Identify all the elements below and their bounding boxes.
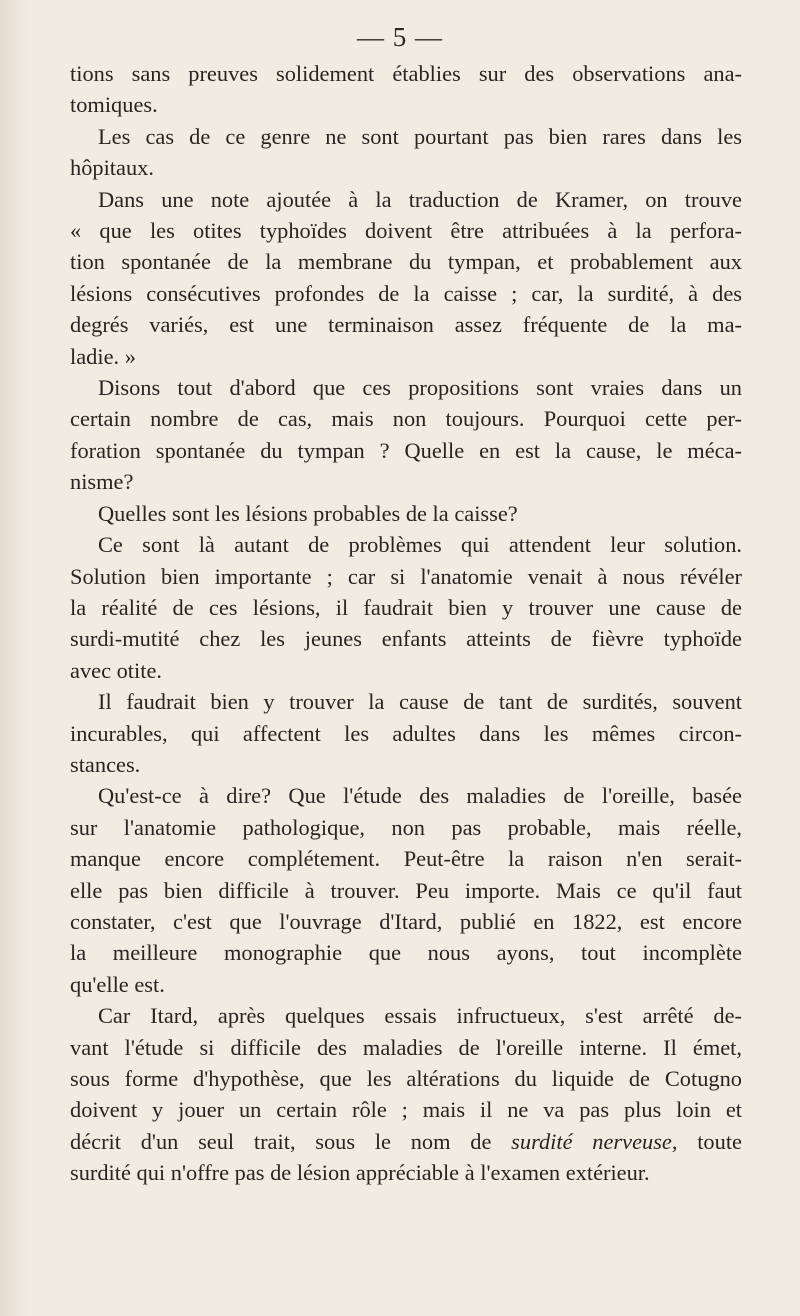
text-line: elle pas bien difficile à trouver. Peu importe. Mais ce qu'il faut <box>70 877 742 903</box>
text-line: Qu'est-ce à dire? Que l'étude des maladies de l'oreille, basée <box>98 783 742 809</box>
text-line: foration spontanée du tympan ? Quelle en est la cause, le méca- <box>70 437 742 463</box>
text-line: doivent y jouer un certain rôle ; mais il ne va pas plus loin et <box>70 1097 742 1123</box>
text-line: tions sans preuves solidement établies sur des observations ana- <box>70 61 742 86</box>
text-run: décrit d'un seul trait, sous le nom de <box>70 1128 492 1154</box>
text-line <box>70 1126 742 1157</box>
text-line: manque encore complétement. Peut-être la raison n'en serait- <box>70 846 742 872</box>
text-line: ladie. » <box>70 343 136 369</box>
text-line: lésions consécutives profondes de la caisse ; car, la surdité, à des <box>70 280 742 306</box>
text-line: nisme? <box>70 469 134 495</box>
text-line: tomiques. <box>70 92 158 118</box>
text-line: Les cas de ce genre ne sont pourtant pas bien rares dans les <box>98 123 742 149</box>
text-line: Solution bien importante ; car si l'anatomie venait à nous révéler <box>70 563 742 589</box>
text-line: certain nombre de cas, mais non toujours. Pourquoi cette per- <box>70 406 742 432</box>
text-line: sur l'anatomie pathologique, non pas probable, mais réelle, <box>70 814 742 840</box>
text-run: toute <box>697 1128 742 1154</box>
text-line: la meilleure monographie que nous ayons, tout incomplète <box>70 940 742 966</box>
text-line: constater, c'est que l'ouvrage d'Itard, publié en 1822, est encore <box>70 908 742 934</box>
body-text <box>70 58 742 1189</box>
text-line: surdi-mutité chez les jeunes enfants atteints de fièvre typhoïde <box>70 626 742 652</box>
text-line: tion spontanée de la membrane du tympan, et probablement aux <box>70 249 742 275</box>
text-line: Car Itard, après quelques essais infructueux, s'est arrêté de- <box>98 1003 742 1029</box>
text-line: avec otite. <box>70 657 163 683</box>
text-line: degrés variés, est une terminaison assez fréquente de la ma- <box>70 312 742 338</box>
text-line: surdité qui n'offre pas de lésion appréciable à l'examen extérieur. <box>70 1160 650 1186</box>
text-line: Quelles sont les lésions probables de la caisse? <box>98 500 518 526</box>
text-line: stances. <box>70 751 141 777</box>
page-edge-shadow <box>0 0 28 1316</box>
text-line: sous forme d'hypothèse, que les altérations du liquide de Cotugno <box>70 1066 742 1091</box>
text-line: Dans une note ajoutée à la traduction de Kramer, on trouve <box>98 186 742 212</box>
italic-term: surdité nerveuse, <box>511 1128 678 1154</box>
text-line: vant l'étude si difficile des maladies de l'oreille interne. Il émet, <box>70 1034 742 1060</box>
page-number: — 5 — <box>357 22 443 52</box>
text-line: Disons tout d'abord que ces propositions sont vraies dans un <box>98 375 742 401</box>
text-line: la réalité de ces lésions, il faudrait bien y trouver une cause de <box>70 594 742 620</box>
text-line: hôpitaux. <box>70 155 154 181</box>
text-line: incurables, qui affectent les adultes dans les mêmes circon- <box>70 720 742 746</box>
text-line: qu'elle est. <box>70 971 165 997</box>
text-line: Il faudrait bien y trouver la cause de tant de surdités, souvent <box>98 689 742 715</box>
text-line: « que les otites typhoïdes doivent être attribuées à la perfora- <box>70 218 742 244</box>
text-line: Ce sont là autant de problèmes qui attendent leur solution. <box>98 532 742 558</box>
